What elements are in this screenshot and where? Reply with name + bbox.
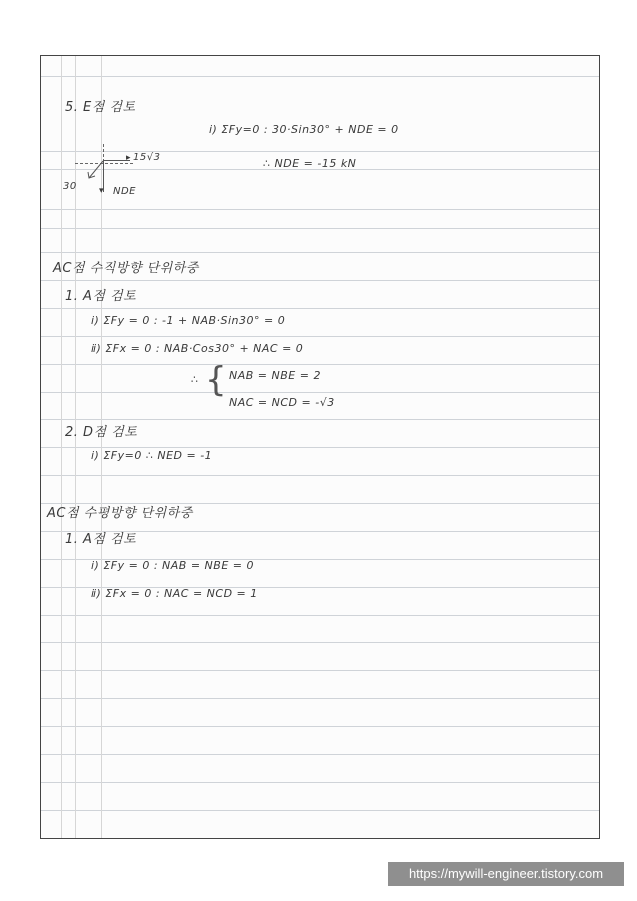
subsection-title-d2: 2. D점 검토 [65, 425, 138, 440]
equation-d-fy: ⅰ) ΣFy=0 ∴ NED = -1 [91, 449, 213, 462]
margin-line [75, 56, 76, 838]
arrowhead-down-icon: ▾ [99, 186, 105, 196]
equation-a-fy-horizontal: ⅰ) ΣFy = 0 : NAB = NBE = 0 [91, 559, 254, 572]
ruled-line [41, 642, 599, 643]
ruled-line [41, 151, 599, 152]
equation-a-fx-horizontal: ⅱ) ΣFx = 0 : NAC = NCD = 1 [91, 587, 258, 600]
ruled-line [41, 726, 599, 727]
fbd-label-30: 30 [63, 181, 77, 192]
ruled-line [41, 336, 599, 337]
therefore-symbol: ∴ [191, 373, 199, 386]
ruled-line [41, 228, 599, 229]
section-heading-vertical-load: AC점 수직방향 단위하중 [53, 261, 199, 276]
fbd-label-15root3: 15√3 [133, 152, 161, 163]
ruled-line [41, 364, 599, 365]
result-nac-ncd: NAC = NCD = -√3 [229, 396, 335, 409]
ruled-line [41, 670, 599, 671]
ruled-line [41, 615, 599, 616]
brace-icon: { [205, 360, 228, 400]
ruled-line [41, 810, 599, 811]
ruled-line [41, 76, 599, 77]
equation-a-fy: ⅰ) ΣFy = 0 : -1 + NAB·Sin30° = 0 [91, 314, 286, 327]
ruled-line [41, 698, 599, 699]
ruled-line [41, 308, 599, 309]
arrowhead-right-icon: ▸ [126, 153, 132, 163]
ruled-line [41, 447, 599, 448]
equation-a-fx: ⅱ) ΣFx = 0 : NAB·Cos30° + NAC = 0 [91, 342, 304, 355]
fbd-arrow-diagonal [85, 160, 105, 182]
ruled-line [41, 392, 599, 393]
notebook-page [40, 55, 600, 839]
subsection-title-a1-horizontal: 1. A점 검토 [65, 532, 137, 547]
section-title-e: 5. E점 검토 [65, 100, 136, 115]
section-heading-horizontal-load: AC점 수평방향 단위하중 [47, 506, 193, 521]
result-nab-nbe: NAB = NBE = 2 [229, 369, 321, 382]
ruled-line [41, 754, 599, 755]
equation-e-fy: ⅰ) ΣFy=0 : 30·Sin30° + NDE = 0 [209, 123, 399, 136]
result-nde: ∴ NDE = -15 kN [263, 157, 357, 170]
ruled-line [41, 782, 599, 783]
ruled-line [41, 280, 599, 281]
ruled-line [41, 475, 599, 476]
ruled-line [41, 252, 599, 253]
watermark-url: https://mywill-engineer.tistory.com [388, 862, 624, 886]
subsection-title-a1: 1. A점 검토 [65, 289, 137, 304]
fbd-label-nde: NDE [113, 186, 136, 197]
ruled-line [41, 209, 599, 210]
ruled-line [41, 419, 599, 420]
margin-line [61, 56, 62, 838]
